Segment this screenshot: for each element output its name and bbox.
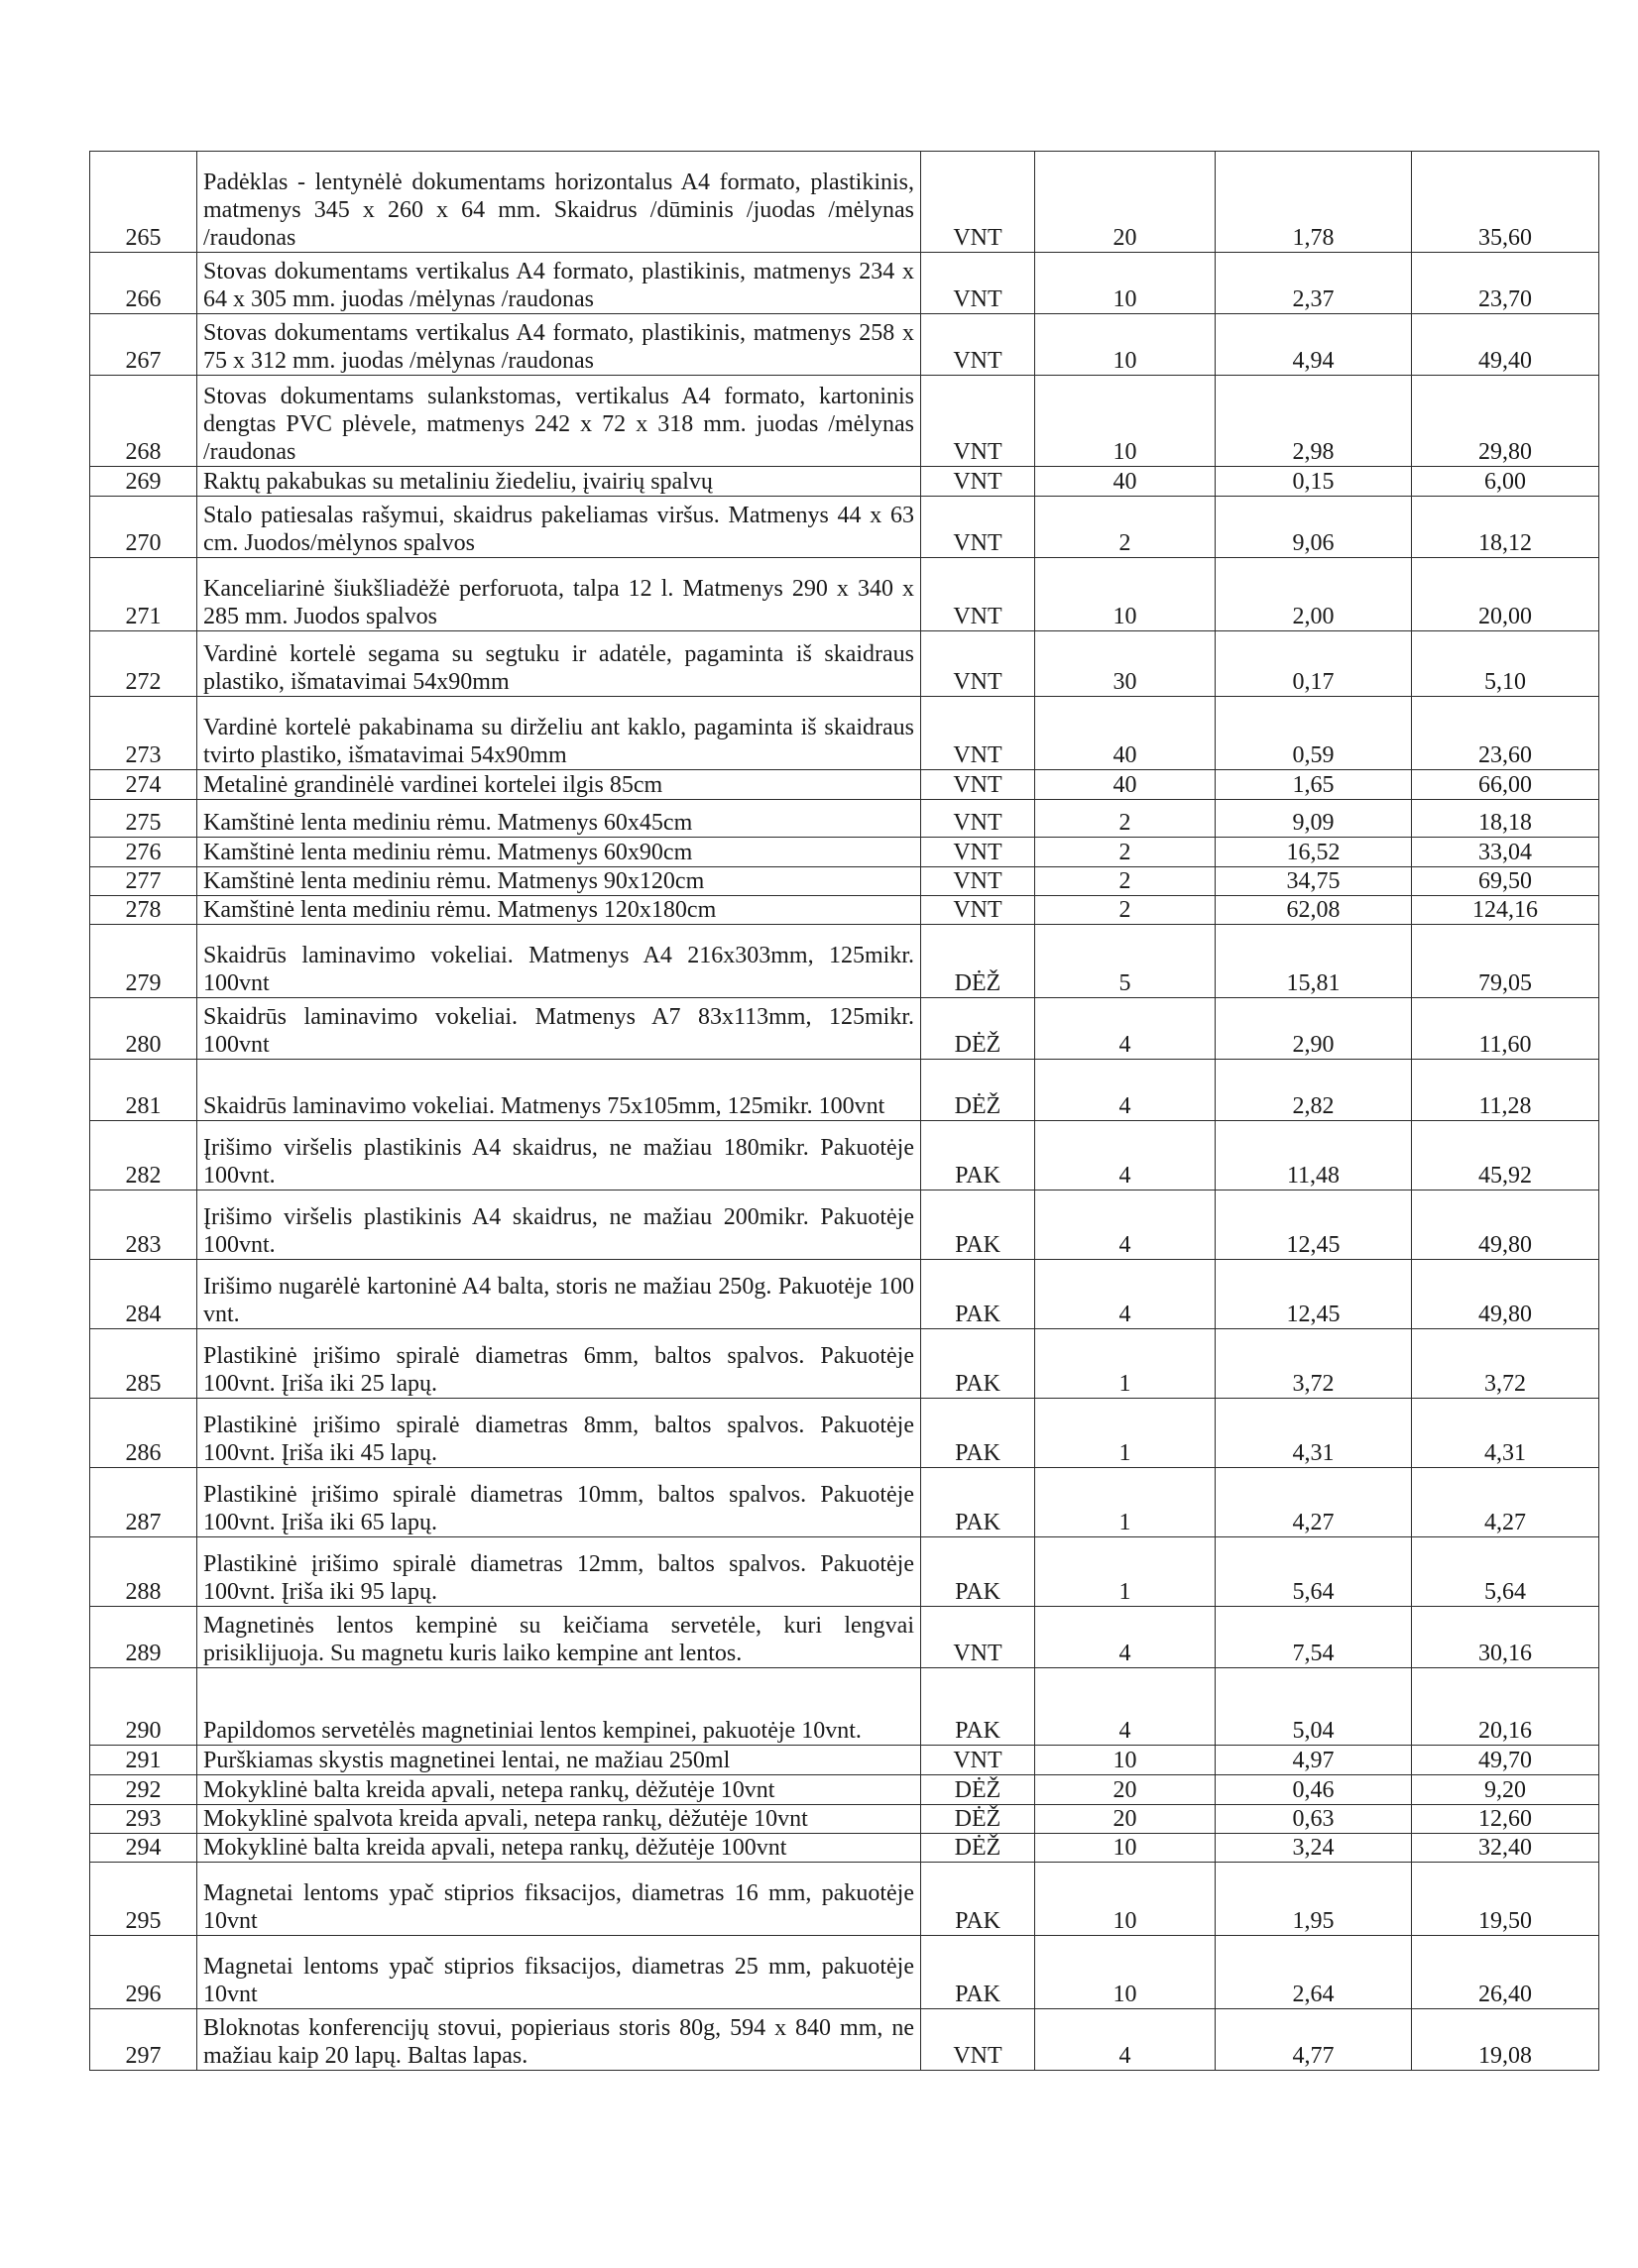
cell-total: 23,60 [1412, 697, 1599, 770]
cell-qty: 30 [1035, 631, 1216, 697]
cell-desc: Kamštinė lenta mediniu rėmu. Matmenys 120x180cm [197, 896, 921, 925]
cell-total: 5,10 [1412, 631, 1599, 697]
cell-desc: Purškiamas skystis magnetinei lentai, ne mažiau 250ml [197, 1746, 921, 1775]
cell-total: 9,20 [1412, 1775, 1599, 1805]
table-row [90, 1060, 1599, 1121]
cell-desc: Raktų pakabukas su metaliniu žiedeliu, įvairių spalvų [197, 467, 921, 497]
cell-total: 3,72 [1412, 1329, 1599, 1399]
cell-total: 23,70 [1412, 253, 1599, 314]
cell-desc: Vardinė kortelė pakabinama su dirželiu ant kaklo, pagaminta iš skaidraus tvirto plastiko, išmatavimai 54x90mm [197, 697, 921, 770]
table-row [90, 152, 1599, 253]
cell-desc: Skaidrūs laminavimo vokeliai. Matmenys 75x105mm, 125mikr. 100vnt [197, 1060, 921, 1121]
table-row [90, 1191, 1599, 1260]
cell-price: 5,04 [1216, 1668, 1412, 1746]
cell-nr: 284 [90, 1260, 197, 1329]
cell-price: 1,95 [1216, 1863, 1412, 1936]
cell-qty: 40 [1035, 770, 1216, 800]
cell-price: 4,27 [1216, 1468, 1412, 1537]
cell-qty: 2 [1035, 800, 1216, 838]
table-row [90, 925, 1599, 998]
cell-qty: 10 [1035, 253, 1216, 314]
cell-desc: Plastikinė įrišimo spiralė diametras 12mm, baltos spalvos. Pakuotėje 100vnt. Įriša iki 95 lapų. [197, 1537, 921, 1607]
cell-unit: VNT [921, 867, 1035, 896]
cell-total: 29,80 [1412, 376, 1599, 467]
cell-total: 124,16 [1412, 896, 1599, 925]
cell-nr: 272 [90, 631, 197, 697]
table-row [90, 1260, 1599, 1329]
table-row [90, 1329, 1599, 1399]
table-row [90, 1834, 1599, 1863]
table-row [90, 800, 1599, 838]
cell-total: 49,80 [1412, 1191, 1599, 1260]
cell-qty: 5 [1035, 925, 1216, 998]
cell-total: 18,18 [1412, 800, 1599, 838]
cell-unit: VNT [921, 697, 1035, 770]
cell-desc: Įrišimo viršelis plastikinis A4 skaidrus, ne mažiau 200mikr. Pakuotėje 100vnt. [197, 1191, 921, 1260]
cell-unit: PAK [921, 1121, 1035, 1191]
cell-total: 18,12 [1412, 497, 1599, 558]
cell-desc: Stalo patiesalas rašymui, skaidrus pakeliamas viršus. Matmenys 44 x 63 cm. Juodos/mėlynos spalvos [197, 497, 921, 558]
cell-unit: DĖŽ [921, 1775, 1035, 1805]
cell-unit: VNT [921, 497, 1035, 558]
cell-nr: 271 [90, 558, 197, 631]
cell-qty: 20 [1035, 152, 1216, 253]
cell-qty: 4 [1035, 998, 1216, 1060]
cell-qty: 4 [1035, 1607, 1216, 1668]
cell-qty: 2 [1035, 497, 1216, 558]
cell-nr: 287 [90, 1468, 197, 1537]
cell-price: 0,17 [1216, 631, 1412, 697]
cell-nr: 278 [90, 896, 197, 925]
cell-nr: 281 [90, 1060, 197, 1121]
cell-total: 4,27 [1412, 1468, 1599, 1537]
cell-nr: 285 [90, 1329, 197, 1399]
cell-nr: 267 [90, 314, 197, 376]
cell-nr: 279 [90, 925, 197, 998]
cell-price: 0,15 [1216, 467, 1412, 497]
table-row [90, 1121, 1599, 1191]
cell-unit: VNT [921, 376, 1035, 467]
table-row [90, 896, 1599, 925]
cell-unit: DĖŽ [921, 1805, 1035, 1834]
cell-price: 3,72 [1216, 1329, 1412, 1399]
cell-total: 49,80 [1412, 1260, 1599, 1329]
table-row [90, 2009, 1599, 2071]
cell-unit: VNT [921, 838, 1035, 867]
cell-unit: VNT [921, 800, 1035, 838]
cell-price: 2,37 [1216, 253, 1412, 314]
cell-qty: 40 [1035, 467, 1216, 497]
cell-qty: 1 [1035, 1329, 1216, 1399]
cell-total: 6,00 [1412, 467, 1599, 497]
table-row [90, 631, 1599, 697]
cell-nr: 268 [90, 376, 197, 467]
cell-price: 2,00 [1216, 558, 1412, 631]
table-row [90, 867, 1599, 896]
cell-qty: 4 [1035, 1668, 1216, 1746]
table-row [90, 1607, 1599, 1668]
cell-unit: VNT [921, 152, 1035, 253]
cell-nr: 277 [90, 867, 197, 896]
cell-nr: 292 [90, 1775, 197, 1805]
cell-nr: 294 [90, 1834, 197, 1863]
cell-desc: Papildomos servetėlės magnetiniai lentos kempinei, pakuotėje 10vnt. [197, 1668, 921, 1746]
cell-unit: VNT [921, 2009, 1035, 2071]
cell-qty: 10 [1035, 1834, 1216, 1863]
cell-total: 35,60 [1412, 152, 1599, 253]
cell-desc: Mokyklinė balta kreida apvali, netepa rankų, dėžutėje 10vnt [197, 1775, 921, 1805]
cell-unit: PAK [921, 1260, 1035, 1329]
cell-nr: 296 [90, 1936, 197, 2009]
cell-qty: 2 [1035, 867, 1216, 896]
cell-unit: PAK [921, 1191, 1035, 1260]
cell-desc: Mokyklinė balta kreida apvali, netepa rankų, dėžutėje 100vnt [197, 1834, 921, 1863]
cell-nr: 283 [90, 1191, 197, 1260]
cell-price: 12,45 [1216, 1260, 1412, 1329]
cell-qty: 1 [1035, 1399, 1216, 1468]
cell-price: 4,97 [1216, 1746, 1412, 1775]
cell-qty: 10 [1035, 376, 1216, 467]
cell-price: 16,52 [1216, 838, 1412, 867]
cell-price: 2,98 [1216, 376, 1412, 467]
cell-total: 19,08 [1412, 2009, 1599, 2071]
cell-desc: Metalinė grandinėlė vardinei kortelei ilgis 85cm [197, 770, 921, 800]
table-row [90, 467, 1599, 497]
cell-unit: PAK [921, 1668, 1035, 1746]
cell-nr: 282 [90, 1121, 197, 1191]
cell-desc: Plastikinė įrišimo spiralė diametras 10mm, baltos spalvos. Pakuotėje 100vnt. Įriša iki 65 lapų. [197, 1468, 921, 1537]
cell-nr: 276 [90, 838, 197, 867]
cell-desc: Stovas dokumentams vertikalus A4 formato, plastikinis, matmenys 258 x 75 x 312 mm. juodas /mėlynas /raudonas [197, 314, 921, 376]
cell-total: 26,40 [1412, 1936, 1599, 2009]
cell-total: 11,60 [1412, 998, 1599, 1060]
cell-nr: 265 [90, 152, 197, 253]
cell-unit: VNT [921, 314, 1035, 376]
cell-qty: 4 [1035, 2009, 1216, 2071]
cell-total: 32,40 [1412, 1834, 1599, 1863]
cell-price: 3,24 [1216, 1834, 1412, 1863]
cell-desc: Magnetinės lentos kempinė su keičiama servetėle, kuri lengvai prisiklijuoja. Su magnetu kuris laiko kempine ant lentos. [197, 1607, 921, 1668]
cell-desc: Stovas dokumentams sulankstomas, vertikalus A4 formato, kartoninis dengtas PVC plėvele, matmenys 242 x 72 x 318 mm. juodas /mėlynas /raudonas [197, 376, 921, 467]
table-row [90, 770, 1599, 800]
cell-desc: Mokyklinė spalvota kreida apvali, netepa rankų, dėžutėje 10vnt [197, 1805, 921, 1834]
cell-qty: 2 [1035, 838, 1216, 867]
cell-price: 0,46 [1216, 1775, 1412, 1805]
items-table [89, 151, 1599, 2071]
cell-unit: PAK [921, 1468, 1035, 1537]
cell-price: 1,78 [1216, 152, 1412, 253]
cell-qty: 4 [1035, 1191, 1216, 1260]
cell-unit: VNT [921, 1607, 1035, 1668]
items-table-body [90, 152, 1599, 2071]
table-row [90, 1775, 1599, 1805]
cell-total: 33,04 [1412, 838, 1599, 867]
table-row [90, 314, 1599, 376]
cell-qty: 10 [1035, 558, 1216, 631]
cell-unit: PAK [921, 1399, 1035, 1468]
cell-price: 0,59 [1216, 697, 1412, 770]
cell-qty: 4 [1035, 1121, 1216, 1191]
table-row [90, 998, 1599, 1060]
table-row [90, 838, 1599, 867]
cell-qty: 10 [1035, 1863, 1216, 1936]
cell-nr: 269 [90, 467, 197, 497]
cell-total: 79,05 [1412, 925, 1599, 998]
cell-price: 0,63 [1216, 1805, 1412, 1834]
cell-desc: Kamštinė lenta mediniu rėmu. Matmenys 60x45cm [197, 800, 921, 838]
cell-qty: 4 [1035, 1260, 1216, 1329]
cell-total: 5,64 [1412, 1537, 1599, 1607]
cell-price: 2,90 [1216, 998, 1412, 1060]
cell-price: 5,64 [1216, 1537, 1412, 1607]
cell-qty: 20 [1035, 1805, 1216, 1834]
cell-price: 4,94 [1216, 314, 1412, 376]
cell-price: 11,48 [1216, 1121, 1412, 1191]
cell-price: 15,81 [1216, 925, 1412, 998]
cell-price: 12,45 [1216, 1191, 1412, 1260]
cell-unit: VNT [921, 1746, 1035, 1775]
cell-unit: PAK [921, 1936, 1035, 2009]
cell-unit: VNT [921, 631, 1035, 697]
table-row [90, 1746, 1599, 1775]
cell-total: 20,00 [1412, 558, 1599, 631]
cell-price: 4,77 [1216, 2009, 1412, 2071]
cell-price: 7,54 [1216, 1607, 1412, 1668]
cell-desc: Stovas dokumentams vertikalus A4 formato, plastikinis, matmenys 234 x 64 x 305 mm. juodas /mėlynas /raudonas [197, 253, 921, 314]
cell-price: 34,75 [1216, 867, 1412, 896]
cell-desc: Plastikinė įrišimo spiralė diametras 8mm, baltos spalvos. Pakuotėje 100vnt. Įriša iki 45 lapų. [197, 1399, 921, 1468]
cell-desc: Magnetai lentoms ypač stiprios fiksacijos, diametras 25 mm, pakuotėje 10vnt [197, 1936, 921, 2009]
cell-desc: Plastikinė įrišimo spiralė diametras 6mm, baltos spalvos. Pakuotėje 100vnt. Įriša iki 25 lapų. [197, 1329, 921, 1399]
cell-total: 69,50 [1412, 867, 1599, 896]
cell-unit: VNT [921, 896, 1035, 925]
cell-nr: 274 [90, 770, 197, 800]
cell-price: 1,65 [1216, 770, 1412, 800]
cell-desc: Kamštinė lenta mediniu rėmu. Matmenys 60x90cm [197, 838, 921, 867]
cell-qty: 10 [1035, 314, 1216, 376]
cell-nr: 293 [90, 1805, 197, 1834]
table-row [90, 497, 1599, 558]
cell-nr: 288 [90, 1537, 197, 1607]
cell-unit: DĖŽ [921, 998, 1035, 1060]
cell-total: 49,70 [1412, 1746, 1599, 1775]
cell-nr: 280 [90, 998, 197, 1060]
table-row [90, 376, 1599, 467]
cell-qty: 40 [1035, 697, 1216, 770]
cell-price: 9,09 [1216, 800, 1412, 838]
cell-price: 9,06 [1216, 497, 1412, 558]
cell-total: 66,00 [1412, 770, 1599, 800]
table-row [90, 1668, 1599, 1746]
cell-qty: 20 [1035, 1775, 1216, 1805]
cell-desc: Kanceliarinė šiukšliadėžė perforuota, talpa 12 l. Matmenys 290 x 340 x 285 mm. Juodos spalvos [197, 558, 921, 631]
cell-unit: VNT [921, 253, 1035, 314]
cell-desc: Bloknotas konferencijų stovui, popieriaus storis 80g, 594 x 840 mm, ne mažiau kaip 20 lapų. Baltas lapas. [197, 2009, 921, 2071]
cell-desc: Įrišimo viršelis plastikinis A4 skaidrus, ne mažiau 180mikr. Pakuotėje 100vnt. [197, 1121, 921, 1191]
cell-desc: Irišimo nugarėlė kartoninė A4 balta, storis ne mažiau 250g. Pakuotėje 100 vnt. [197, 1260, 921, 1329]
cell-unit: DĖŽ [921, 925, 1035, 998]
cell-nr: 275 [90, 800, 197, 838]
cell-price: 2,64 [1216, 1936, 1412, 2009]
table-row [90, 1936, 1599, 2009]
cell-nr: 286 [90, 1399, 197, 1468]
cell-nr: 297 [90, 2009, 197, 2071]
cell-qty: 1 [1035, 1537, 1216, 1607]
cell-unit: PAK [921, 1863, 1035, 1936]
cell-qty: 10 [1035, 1936, 1216, 2009]
cell-nr: 289 [90, 1607, 197, 1668]
cell-total: 11,28 [1412, 1060, 1599, 1121]
cell-nr: 290 [90, 1668, 197, 1746]
cell-price: 4,31 [1216, 1399, 1412, 1468]
cell-qty: 4 [1035, 1060, 1216, 1121]
cell-unit: VNT [921, 467, 1035, 497]
cell-nr: 273 [90, 697, 197, 770]
cell-desc: Skaidrūs laminavimo vokeliai. Matmenys A4 216x303mm, 125mikr. 100vnt [197, 925, 921, 998]
cell-price: 62,08 [1216, 896, 1412, 925]
cell-unit: PAK [921, 1537, 1035, 1607]
cell-total: 20,16 [1412, 1668, 1599, 1746]
cell-nr: 295 [90, 1863, 197, 1936]
cell-unit: PAK [921, 1329, 1035, 1399]
table-row [90, 1863, 1599, 1936]
cell-unit: DĖŽ [921, 1834, 1035, 1863]
cell-total: 30,16 [1412, 1607, 1599, 1668]
cell-nr: 291 [90, 1746, 197, 1775]
cell-desc: Kamštinė lenta mediniu rėmu. Matmenys 90x120cm [197, 867, 921, 896]
cell-total: 4,31 [1412, 1399, 1599, 1468]
cell-unit: DĖŽ [921, 1060, 1035, 1121]
table-row [90, 1399, 1599, 1468]
cell-desc: Magnetai lentoms ypač stiprios fiksacijos, diametras 16 mm, pakuotėje 10vnt [197, 1863, 921, 1936]
cell-nr: 266 [90, 253, 197, 314]
cell-qty: 10 [1035, 1746, 1216, 1775]
cell-total: 45,92 [1412, 1121, 1599, 1191]
cell-unit: VNT [921, 558, 1035, 631]
cell-total: 12,60 [1412, 1805, 1599, 1834]
table-row [90, 1805, 1599, 1834]
cell-desc: Skaidrūs laminavimo vokeliai. Matmenys A7 83x113mm, 125mikr. 100vnt [197, 998, 921, 1060]
table-row [90, 253, 1599, 314]
cell-unit: VNT [921, 770, 1035, 800]
table-row [90, 1468, 1599, 1537]
table-row [90, 558, 1599, 631]
cell-qty: 2 [1035, 896, 1216, 925]
cell-total: 49,40 [1412, 314, 1599, 376]
cell-price: 2,82 [1216, 1060, 1412, 1121]
cell-total: 19,50 [1412, 1863, 1599, 1936]
cell-desc: Padėklas - lentynėlė dokumentams horizontalus A4 formato, plastikinis, matmenys 345 x 260 x 64 mm. Skaidrus /dūminis /juodas /mėlynas /raudonas [197, 152, 921, 253]
cell-nr: 270 [90, 497, 197, 558]
table-row [90, 697, 1599, 770]
table-row [90, 1537, 1599, 1607]
cell-qty: 1 [1035, 1468, 1216, 1537]
cell-desc: Vardinė kortelė segama su segtuku ir adatėle, pagaminta iš skaidraus plastiko, išmatavimai 54x90mm [197, 631, 921, 697]
